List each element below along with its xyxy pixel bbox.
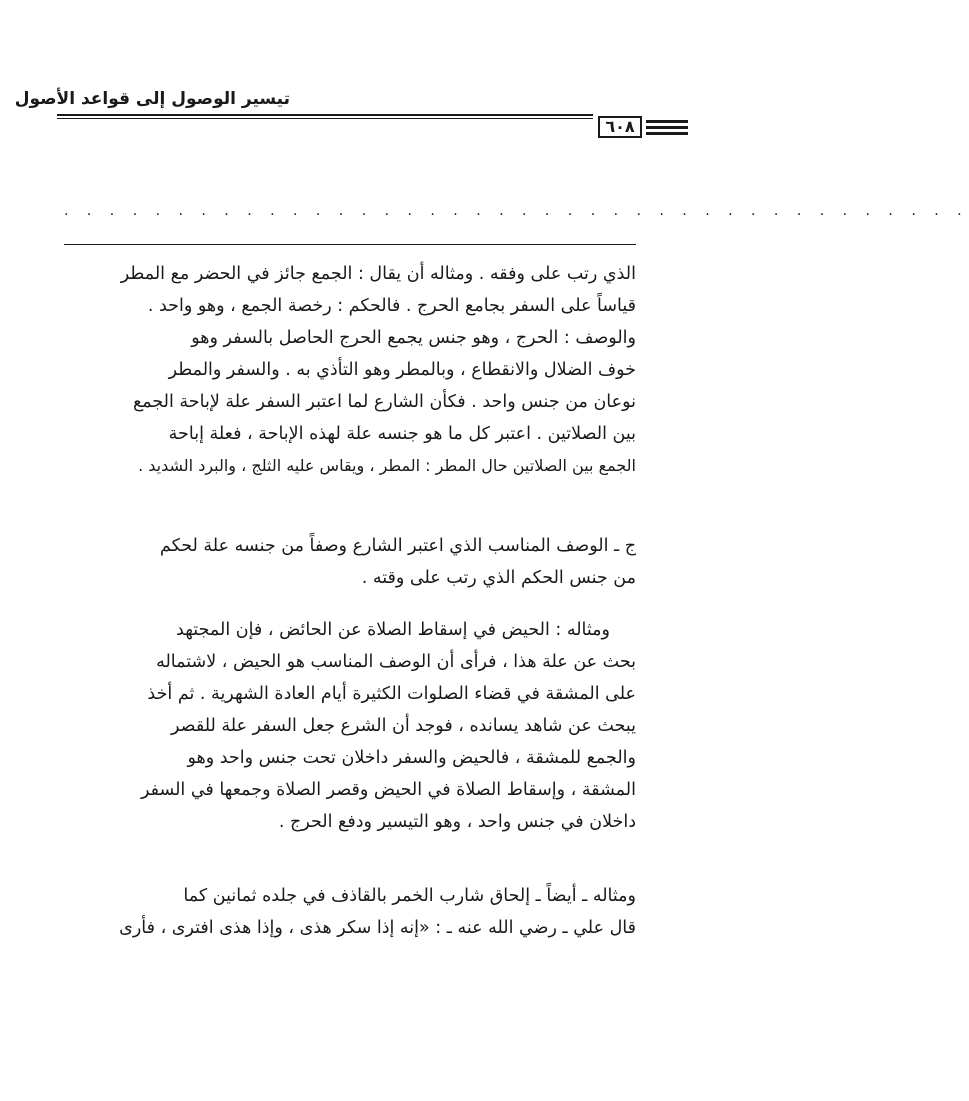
text-line: والجمع للمشقة ، فالحيض والسفر داخلان تحت جنس واحد وهو (187, 748, 636, 768)
page-number-ornament (646, 120, 688, 138)
paragraph-4 (64, 880, 636, 944)
paragraph-1 (64, 258, 636, 482)
text-line: ومثاله : الحيض في إسقاط الصلاة عن الحائض ، فإن المجتهد (176, 620, 610, 640)
paragraph-2 (64, 530, 636, 594)
text-line: من جنس الحكم الذي رتب على وقته . (361, 568, 636, 588)
text-line: الذي رتب على وفقه . ومثاله أن يقال : الجمع جائز في الحضر مع المطر (120, 264, 636, 284)
text-line: ومثاله ـ أيضاً ـ إلحاق شارب الخمر بالقاذف في جلده ثمانين كما (183, 886, 636, 906)
page-number: ٦٠٨ (598, 116, 642, 138)
section-separator (64, 244, 636, 245)
text-line: ج ـ الوصف المناسب الذي اعتبر الشارع وصفاً من جنسه علة لحكم (159, 536, 636, 556)
text-line: خوف الضلال والانقطاع ، وبالمطر وهو التأذي به . والسفر والمطر (168, 360, 636, 380)
text-line: الجمع بين الصلاتين حال المطر : المطر ، ويقاس عليه الثلج ، والبرد الشديد . (138, 456, 636, 475)
ellipsis-dots: . . . . . . . . . . . . . . . . . . . . . . . . . . . . . . . . . . . . . . . . (64, 203, 969, 219)
text-line: والوصف : الحرج ، وهو جنس يجمع الحرج الحاصل بالسفر وهو (191, 328, 636, 348)
running-header-title: تيسير الوصول إلى قواعد الأصول (14, 89, 290, 109)
header-rule (57, 114, 593, 119)
text-line: يبحث عن شاهد يسانده ، فوجد أن الشرع جعل السفر علة للقصر (171, 716, 636, 736)
text-line: بحث عن علة هذا ، فرأى أن الوصف المناسب هو الحيض ، لاشتماله (156, 652, 636, 672)
text-line: بين الصلاتين . اعتبر كل ما هو جنسه علة لهذه الإباحة ، فعلة إباحة (168, 424, 636, 444)
paragraph-3 (64, 614, 636, 838)
text-line: المشقة ، وإسقاط الصلاة في الحيض وقصر الصلاة وجمعها في السفر (140, 780, 636, 800)
text-line: قياساً على السفر بجامع الحرج . فالحكم : رخصة الجمع ، وهو واحد . (147, 296, 636, 316)
text-line: على المشقة في قضاء الصلوات الكثيرة أيام العادة الشهرية . ثم أخذ (147, 684, 636, 704)
text-line: نوعان من جنس واحد . فكأن الشارع لما اعتبر السفر علة لإباحة الجمع (132, 392, 636, 412)
text-line: قال علي ـ رضي الله عنه ـ : «إنه إذا سكر هذى ، وإذا هذى افترى ، فأرى (119, 918, 636, 938)
text-line: داخلان في جنس واحد ، وهو التيسير ودفع الحرج . (278, 812, 636, 832)
